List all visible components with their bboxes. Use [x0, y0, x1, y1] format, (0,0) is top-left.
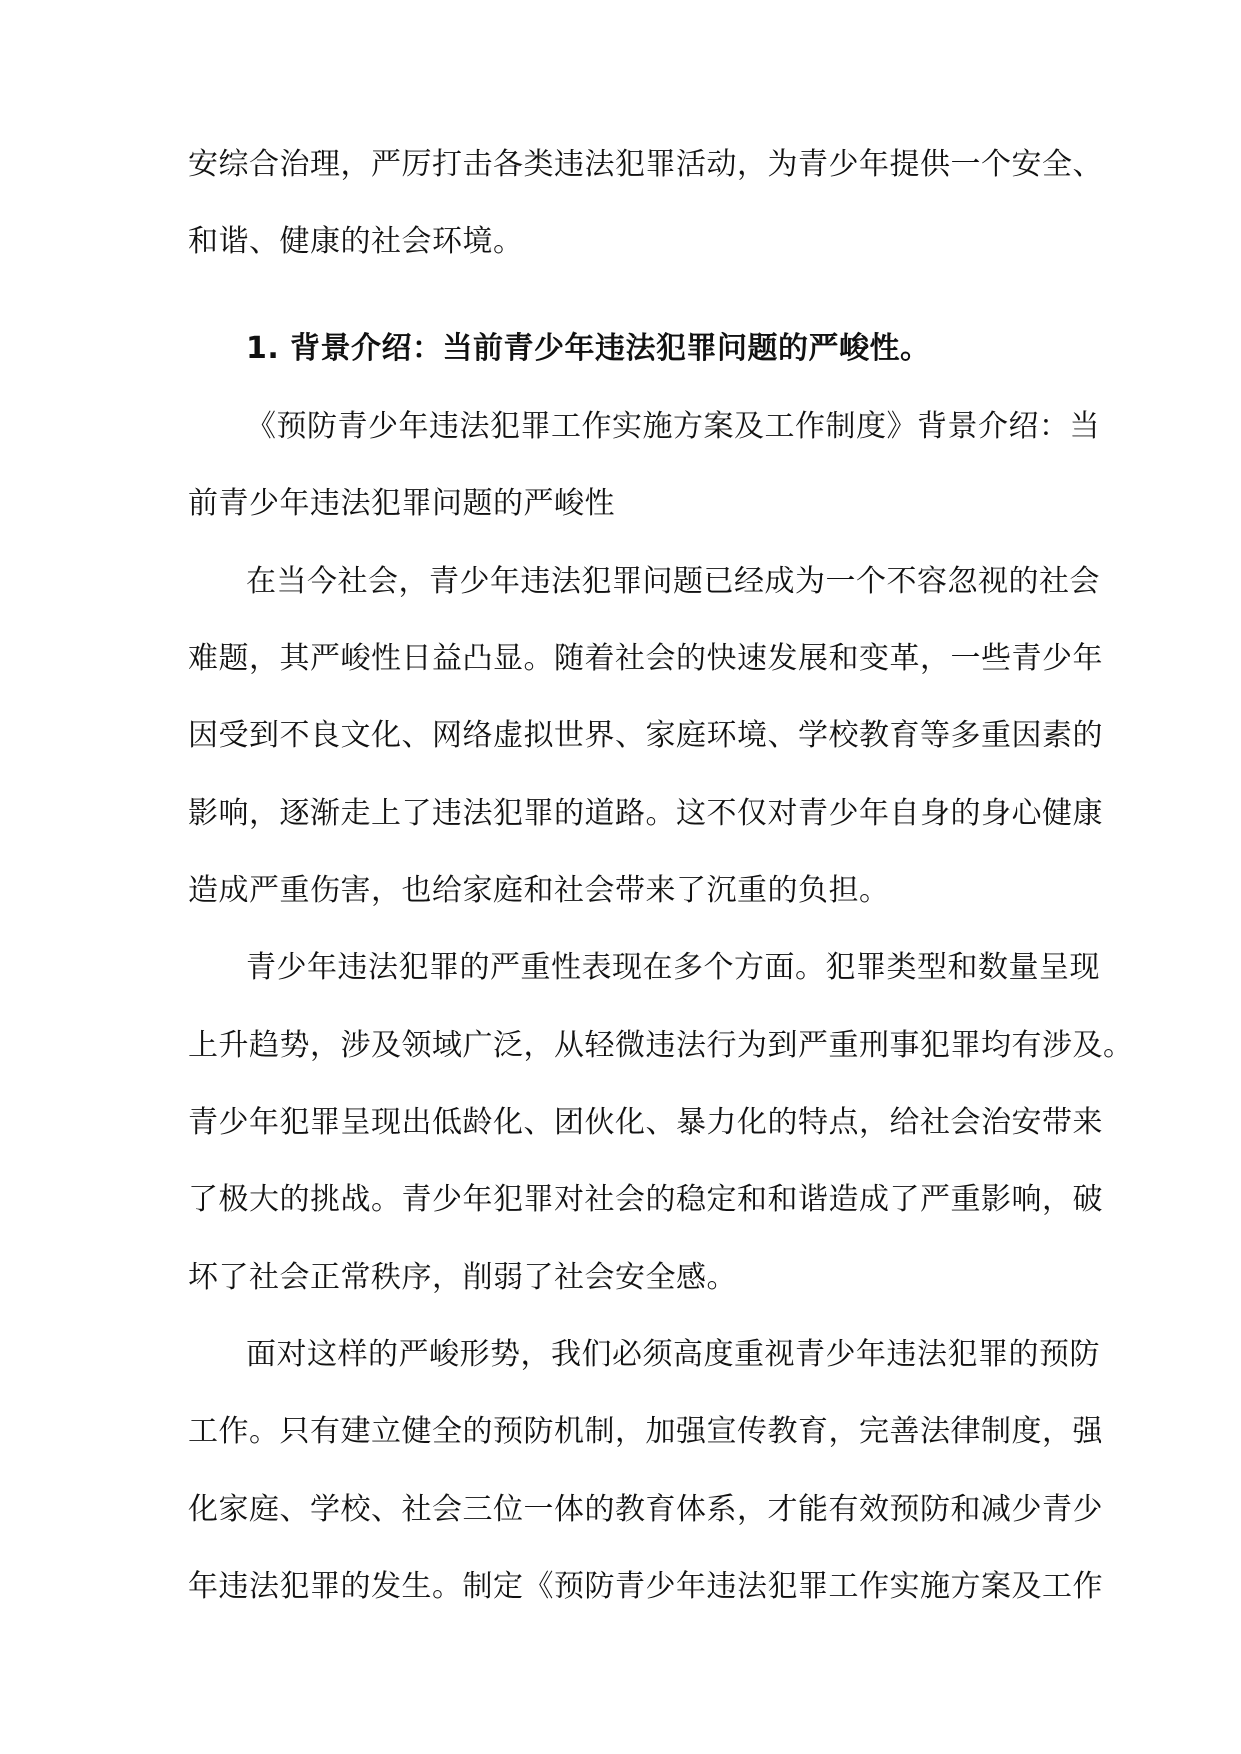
paragraph-1-line-2: 前青少年违法犯罪问题的严峻性 — [188, 486, 615, 521]
paragraph-4-line-1: 面对这样的严峻形势，我们必须高度重视青少年违法犯罪的预防 — [246, 1337, 1100, 1372]
section-heading — [246, 329, 1058, 369]
intro-line-2: 和谐、健康的社会环境。 — [188, 224, 524, 259]
paragraph-3-line-4: 了极大的挑战。青少年犯罪对社会的稳定和和谐造成了严重影响，破 — [188, 1182, 1103, 1217]
intro-line-1: 安综合治理，严厉打击各类违法犯罪活动，为青少年提供一个安全、 — [188, 147, 1103, 182]
paragraph-4-line-3: 化家庭、学校、社会三位一体的教育体系，才能有效预防和减少青少 — [188, 1492, 1103, 1527]
section-title: 背景介绍：当前青少年违法犯罪问题的严峻性。 — [290, 331, 931, 366]
paragraph-3-line-5: 坏了社会正常秩序，削弱了社会安全感。 — [188, 1260, 737, 1295]
paragraph-4-line-2: 工作。只有建立健全的预防机制，加强宣传教育，完善法律制度，强 — [188, 1414, 1103, 1449]
paragraph-2-line-2: 难题，其严峻性日益凸显。随着社会的快速发展和变革，一些青少年 — [188, 641, 1103, 676]
paragraph-4-line-4: 年违法犯罪的发生。制定《预防青少年违法犯罪工作实施方案及工作 — [188, 1569, 1103, 1604]
paragraph-2-line-4: 影响，逐渐走上了违法犯罪的道路。这不仅对青少年自身的身心健康 — [188, 796, 1103, 831]
paragraph-2-line-5: 造成严重伤害，也给家庭和社会带来了沉重的负担。 — [188, 873, 890, 908]
paragraph-3-line-2: 上升趋势，涉及领域广泛，从轻微违法行为到严重刑事犯罪均有涉及。 — [188, 1028, 1134, 1063]
paragraph-2-line-1: 在当今社会，青少年违法犯罪问题已经成为一个不容忽视的社会 — [246, 564, 1100, 599]
paragraph-3-line-1: 青少年违法犯罪的严重性表现在多个方面。犯罪类型和数量呈现 — [246, 950, 1100, 985]
paragraph-2-line-3: 因受到不良文化、网络虚拟世界、家庭环境、学校教育等多重因素的 — [188, 718, 1103, 753]
paragraph-3-line-3: 青少年犯罪呈现出低龄化、团伙化、暴力化的特点，给社会治安带来 — [188, 1105, 1103, 1140]
section-number: 1. — [246, 331, 280, 366]
paragraph-1-line-1: 《预防青少年违法犯罪工作实施方案及工作制度》背景介绍：当 — [246, 409, 1100, 444]
